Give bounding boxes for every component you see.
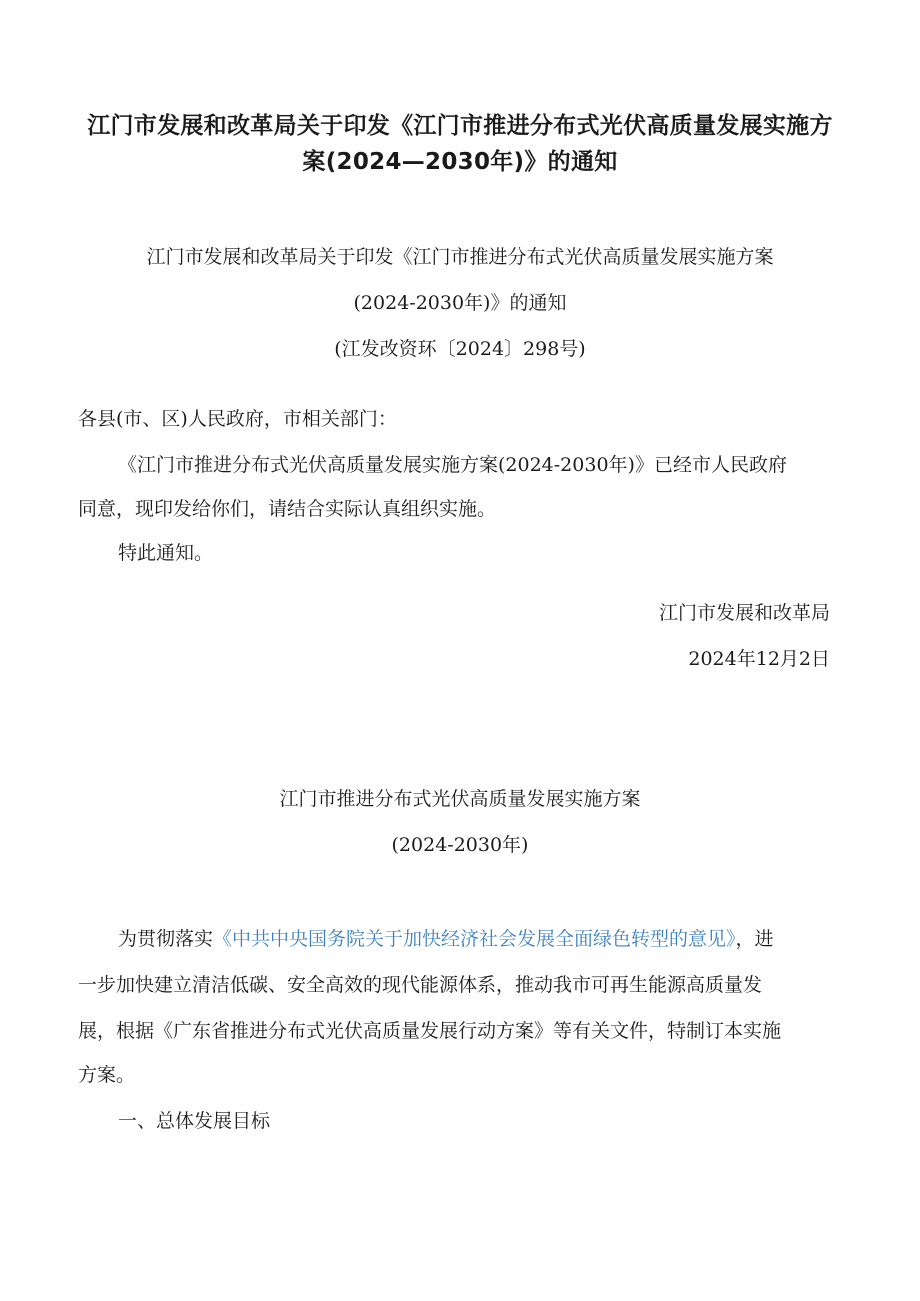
issue-date: 2024年12月2日 [688,648,830,670]
document-title-line-2: 案(2024—2030年)》的通知 [302,149,618,175]
notice-body-line-1: 《江门市推进分布式光伏高质量发展实施方案(2024-2030年)》已经市人民政府 [118,454,787,476]
plan-intro-prefix: 为贯彻落实 [118,928,214,950]
plan-intro-suffix: ，进 [735,928,774,950]
section-heading-1: 一、总体发展目标 [118,1110,271,1132]
plan-intro-line-3: 展，根据《广东省推进分布式光伏高质量发展行动方案》等有关文件，特制订本实施 [78,1020,782,1042]
salutation: 各县(市、区)人民政府，市相关部门： [78,408,397,430]
document-title-line-1: 江门市发展和改革局关于印发《江门市推进分布式光伏高质量发展实施方 [87,113,833,139]
plan-period: (2024-2030年) [391,834,529,856]
plan-intro-line-2: 一步加快建立清洁低碳、安全高效的现代能源体系，推动我市可再生能源高质量发 [78,974,763,996]
document-number: (江发改资环〔2024〕298号) [334,338,586,360]
document-title [60,108,860,180]
notice-body-line-2: 同意，现印发给你们，请结合实际认真组织实施。 [78,498,497,520]
notice-closing: 特此通知。 [118,542,214,564]
plan-intro-line-4: 方案。 [78,1064,136,1086]
plan-intro-line-1 [118,926,774,952]
plan-title: 江门市推进分布式光伏高质量发展实施方案 [279,788,641,810]
policy-document-link[interactable]: 《中共中央国务院关于加快经济社会发展全面绿色转型的意见》 [213,928,736,950]
notice-heading-line-1: 江门市发展和改革局关于印发《江门市推进分布式光伏高质量发展实施方案 [146,246,774,268]
notice-heading-line-2: (2024-2030年)》的通知 [353,292,567,314]
issuer-signature: 江门市发展和改革局 [658,602,830,624]
